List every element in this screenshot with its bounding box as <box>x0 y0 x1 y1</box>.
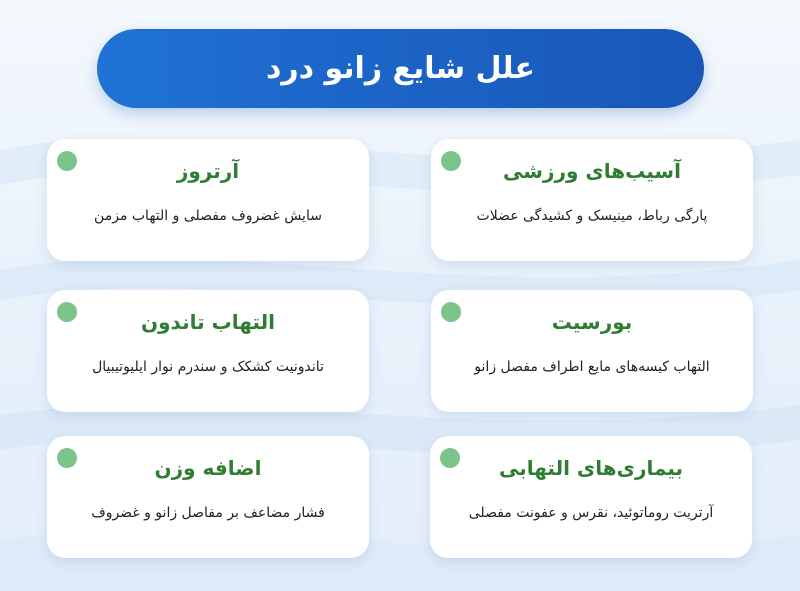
cause-card-tendinitis <box>47 290 369 412</box>
card-description: التهاب کیسه‌های مایع اطراف مفصل زانو <box>474 359 710 375</box>
cause-card-sports-injuries <box>431 139 753 261</box>
card-description: آرتریت روماتوئید، نقرس و عفونت مفصلی <box>468 505 714 521</box>
card-description: تاندونیت کشکک و سندرم نوار ایلیوتیبیال <box>92 359 324 375</box>
card-title: التهاب تاندون <box>141 310 275 334</box>
cause-card-bursitis <box>431 290 753 412</box>
page-title: علل شایع زانو درد <box>265 51 536 86</box>
cause-card-overweight <box>47 436 369 558</box>
card-description: سایش غضروف مفصلی و التهاب مزمن <box>94 208 322 224</box>
card-title: آرتروز <box>176 159 240 183</box>
card-title: بیماری‌های التهابی <box>498 456 684 480</box>
title-banner <box>97 29 704 108</box>
card-description: فشار مضاعف بر مفاصل زانو و غضروف <box>91 505 325 521</box>
card-title: آسیب‌های ورزشی <box>503 159 681 183</box>
card-description: پارگی رباط، مینیسک و کشیدگی عضلات <box>476 208 708 224</box>
cause-card-inflammatory-diseases <box>430 436 752 558</box>
cause-card-arthrosis <box>47 139 369 261</box>
card-title: اضافه وزن <box>154 456 262 480</box>
card-title: بورسیت <box>551 310 633 334</box>
